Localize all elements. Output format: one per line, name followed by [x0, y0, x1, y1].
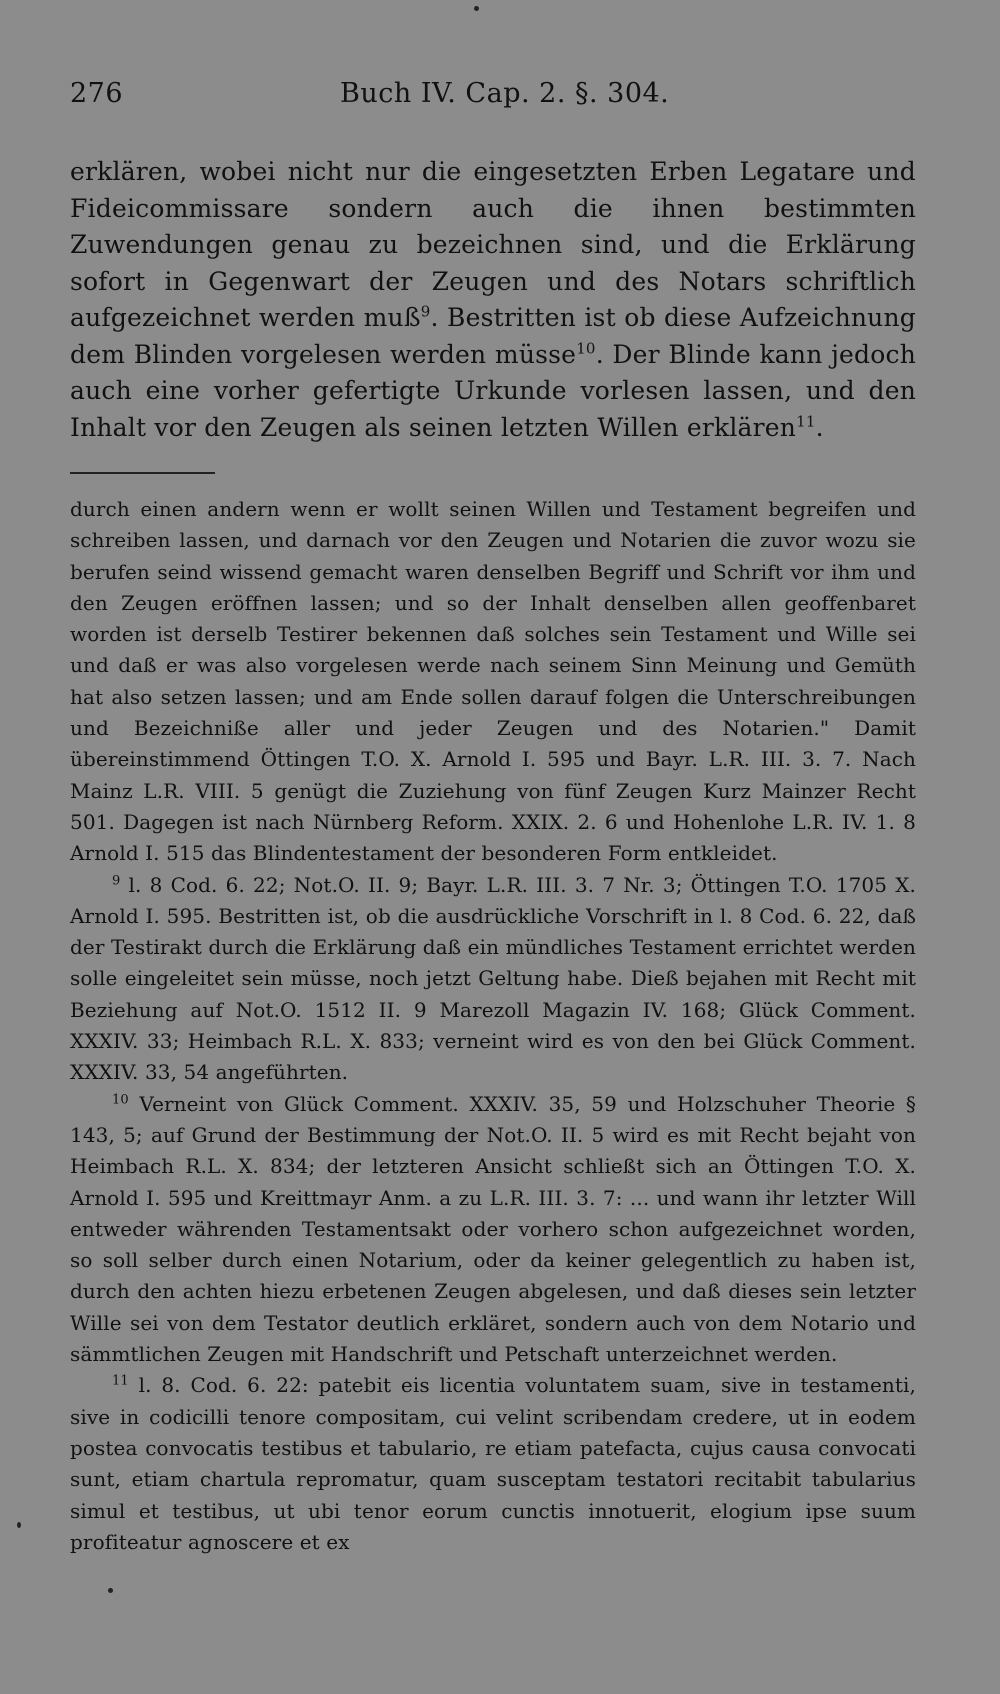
main-text-2: . Bestritten ist ob diese Aufzeichnung dem Blinden vorgelesen werden müsse [70, 303, 916, 369]
footnote-number: 11 [112, 1373, 129, 1389]
main-text-4: . [815, 412, 824, 442]
footnote-ref-9[interactable]: 9 [420, 302, 431, 321]
main-text: erklären, wobei nicht nur die eingesetzten Erben Legatare und Fideicommissare sondern auch die ihnen bestimmten Zuwendungen genau zu bezeichnen sind, und die Erklärung sofort in Gegenwart der Zeugen und des Notars schriftlich aufgezeichnet werden muß [70, 157, 916, 332]
footnote-text: Verneint von Glück Comment. XXXIV. 35, 59 und Holzschuher Theorie § 143, 5; auf Grund der Bestimmung der Not.O. II. 5 wird es mit Recht bejaht von Heimbach R.L. X. 834; der letzteren Ansicht schließt sich an Öttingen T.O. X. Arnold I. 595 und Kreittmayr Anm. a zu L.R. III. 3. 7: ... und wann ihr letzter Will entweder währenden Testamentsakt oder vorhero schon aufgezeichnet worden, so soll selber durch einen Notarium, oder da keiner gelegentlich zu haben ist, durch den achten hiezu erbetenen Zeugen abgelesen, und daß dieses sein letzter Wille sei von dem Testator deutlich erkläret, sondern auch von dem Notario und sämmtlichen Zeugen mit Handschrift und Petschaft unterzeichnet werden. [70, 1091, 916, 1367]
footnote-separator [70, 472, 215, 474]
main-text-3: . Der Blinde kann jedoch auch eine vorher gefertigte Urkunde vorlesen lassen, und den Inhalt vor den Zeugen als seinen letzten Willen erklären [70, 339, 917, 442]
main-paragraph [70, 154, 916, 446]
footnote-ref-10[interactable]: 10 [576, 339, 596, 358]
page-header [70, 78, 916, 118]
print-speck [108, 1588, 113, 1593]
footnote-10 [70, 1089, 916, 1371]
running-head: Buch IV. Cap. 2. §. 304. [340, 78, 670, 109]
footnote-continued: durch einen andern wenn er wollt seinen Willen und Testament begreifen und schreiben lassen, und darnach vor den Zeugen und Notarien die zuvor wozu sie berufen seind wissend gemacht waren denselben Begriff und Schrift vor ihm und den Zeugen eröffnen lassen; und so der Inhalt denselben allen geoffenbaret worden ist derselb Testirer bekennen daß solches sein Testament und Wille sei und daß er was also vorgelesen werde nach seinem Sinn Meinung und Gemüth hat also setzen lassen; und am Ende sollen darauf folgen die Unterschreibungen und Bezeichniße aller und jeder Zeugen und des Notarien." Damit übereinstimmend Öttingen T.O. X. Arnold I. 595 und Bayr. L.R. III. 3. 7. Nach Mainz L.R. VIII. 5 genügt die Zuziehung von fünf Zeugen Kurz Mainzer Recht 501. Dagegen ist nach Nürnberg Reform. XXIX. 2. 6 und Hohenlohe L.R. IV. 1. 8 Arnold I. 515 das Blindentestament der besonderen Form entkleidet. [70, 497, 916, 866]
footnote-number: 9 [112, 872, 121, 888]
footnote-number: 10 [112, 1091, 129, 1107]
footnote-text: l. 8 Cod. 6. 22; Not.O. II. 9; Bayr. L.R. III. 3. 7 Nr. 3; Öttingen T.O. 1705 X. Arnold I. 595. Bestritten ist, ob die ausdrückliche Vorschrift in l. 8 Cod. 6. 22, daß der Testirakt durch die Erklärung daß ein mündliches Testament errichtet werden solle eingeleitet sein müsse, noch jetzt Geltung habe. Dieß bejahen mit Recht mit Beziehung auf Not.O. 1512 II. 9 Marezoll Magazin IV. 168; Glück Comment. XXXIV. 33; Heimbach R.L. X. 833; verneint wird es von den bei Glück Comment. XXXIV. 33, 54 angeführten. [70, 872, 917, 1085]
page-number: 276 [70, 78, 124, 109]
print-speck [474, 6, 479, 11]
footnotes [70, 494, 916, 1558]
footnote-ref-11[interactable]: 11 [796, 412, 816, 431]
print-speck [17, 1522, 21, 1528]
footnote-text: l. 8. Cod. 6. 22: patebit eis licentia voluntatem suam, sive in testamenti, sive in codicilli tenore compositam, cui velint scribendam credere, ut in eodem postea convocatis testibus et tabulario, re etiam patefacta, cujus causa convocati sunt, etiam chartula repromatur, quam susceptam testatori recitabit tabularius simul et testibus, ut ubi tenor eorum cunctis innotuerit, elogium ipse suum profiteatur agnoscere et ex [70, 1373, 916, 1554]
footnote-11 [70, 1370, 916, 1558]
footnote-9 [70, 870, 916, 1089]
